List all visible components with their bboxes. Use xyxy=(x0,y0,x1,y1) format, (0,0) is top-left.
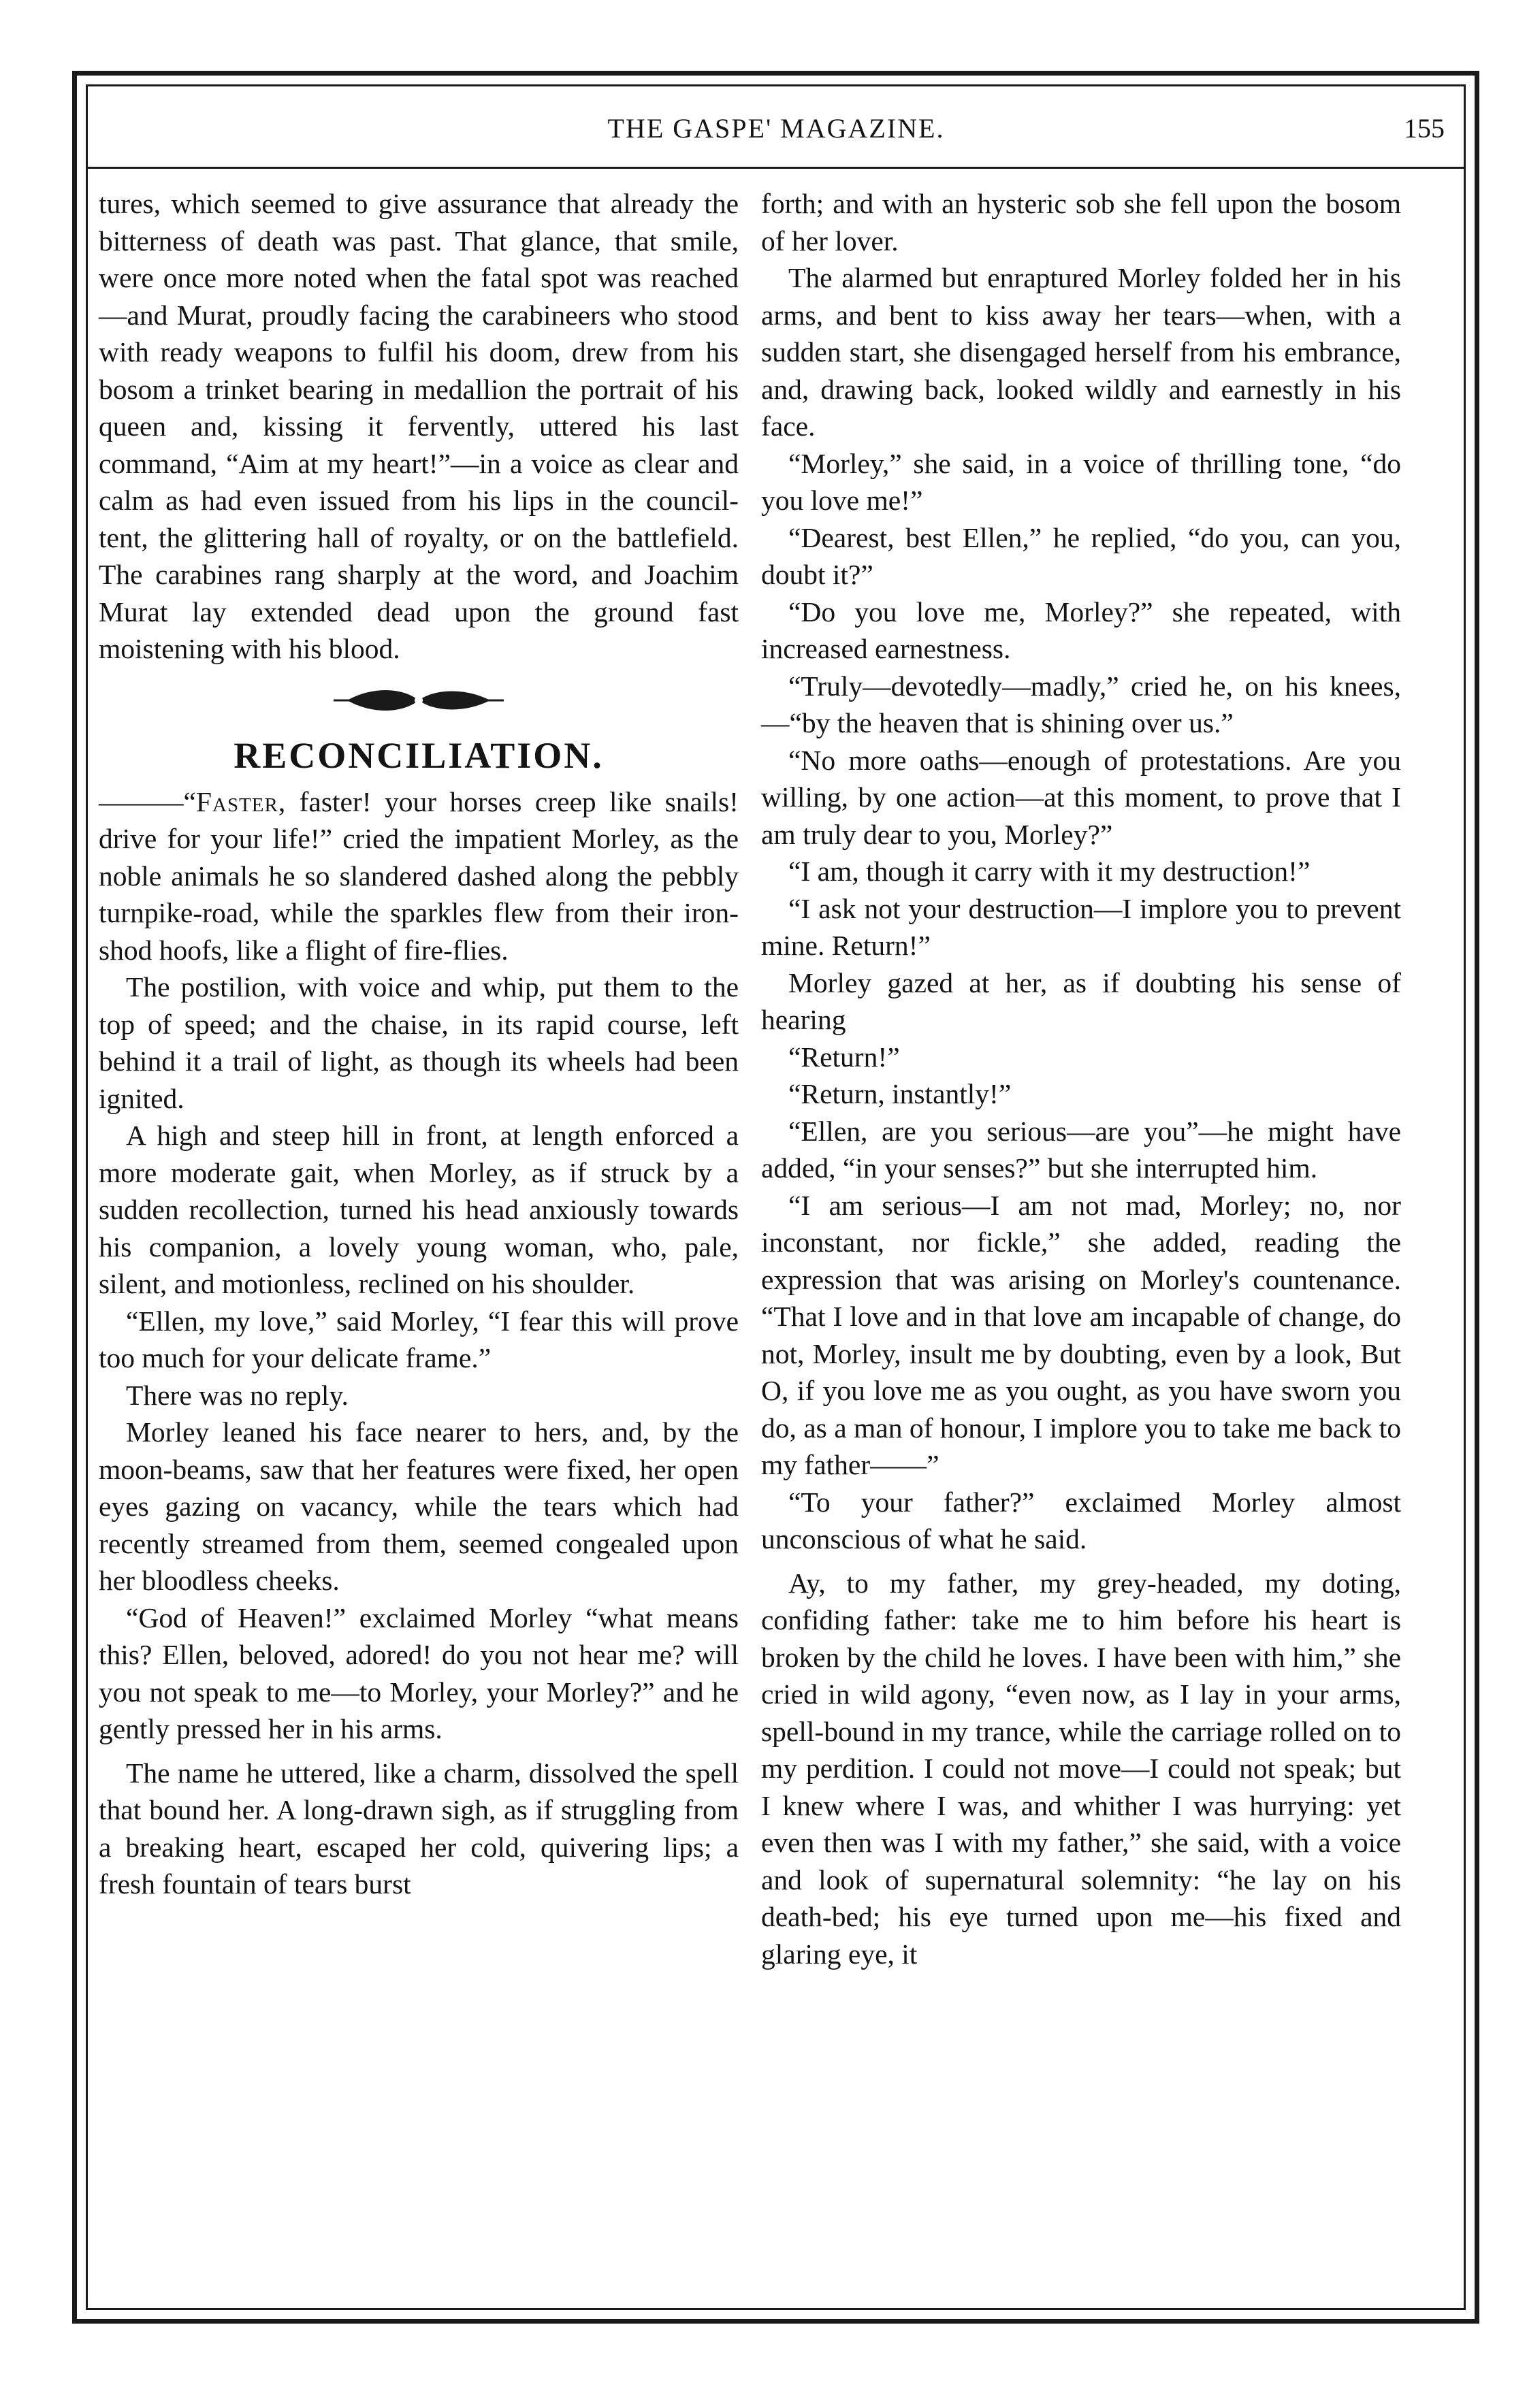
paragraph: Morley gazed at her, as if doubting his sense of hearing xyxy=(761,966,1401,1035)
paragraph: “I am, though it carry with it my destruction!” xyxy=(788,856,1311,887)
paragraph: The name he uttered, like a charm, dissolved the spell that bound her. A long-drawn sigh, as if struggling from a breaking heart, escaped her cold, quivering lips; a fresh fountain of tears burst xyxy=(99,1757,739,1900)
paragraph: The alarmed but enraptured Morley folded her in his arms, and bent to kiss away her tears—when, with a sudden start, she disengaged herself from his embrance, and, drawing back, looked wildly and earnestly in his face. xyxy=(761,262,1401,442)
paragraph: “Dearest, best Ellen,” he replied, “do you, can you, doubt it?” xyxy=(761,521,1401,590)
paragraph: “I ask not your destruction—I implore you to prevent mine. Return!” xyxy=(761,892,1401,961)
paragraph: “Return, instantly!” xyxy=(788,1078,1012,1109)
running-header xyxy=(95,112,1457,160)
left-column xyxy=(99,185,739,1903)
section-title: RECONCILIATION. xyxy=(234,734,604,776)
paragraph: “I am serious—I am not mad, Morley; no, nor inconstant, nor fickle,” she added, reading the expression that was arising on Morley's countenance. “That I love and in that love am incapable of change, do not, Morley, insult me by doubting, even by a look, But O, if you love me as you ought, as you have sworn you do, as a man of honour, I implore you to take me back to my father——” xyxy=(761,1189,1401,1480)
paragraph: Ay, to my father, my grey-headed, my doting, confiding father: take me to him before his heart is broken by the child he loves. I have been with him,” she cried in wild agony, “even now, as I lay in your arms, spell-bound in my trance, while the carriage rolled on to my perdition. I could not move—I could not speak; but I knew where I was, and whither I was hurrying: yet even then was I with my father,” she said, with a voice and look of supernatural solemnity: “he lay on his death-bed; his eye turned upon me—his fixed and glaring eye, it xyxy=(761,1567,1401,1970)
magazine-title: THE GASPE' MAGAZINE. xyxy=(607,113,945,144)
paragraph: There was no reply. xyxy=(126,1379,349,1411)
paragraph: “To your father?” exclaimed Morley almost unconscious of what he said. xyxy=(761,1486,1401,1555)
murat-continuation-paragraph: tures, which seemed to give assurance that already the bitterness of death was past. That glance, that smile, were once more noted when the fatal spot was reached—and Murat, proudly facing the carabineers who stood with ready weapons to fulfil his doom, drew from his bosom a trinket bearing in medallion the portrait of his queen and, kissing it fervently, uttered his last command, “Aim at my heart!”—in a voice as clear and calm as had even issued from his lips in the council-tent, the glittering hall of royalty, or on the battlefield. The carabines rang sharply at the word, and Joachim Murat lay extended dead upon the ground fast moistening with his blood. xyxy=(99,188,739,664)
paragraph: “Truly—devotedly—madly,” cried he, on his knees,—“by the heaven that is shining over us.” xyxy=(761,670,1401,738)
opening-dash: ———“ xyxy=(99,785,196,817)
paragraph: “Do you love me, Morley?” she repeated, with increased earnestness. xyxy=(761,596,1401,664)
opening-word: Faster, xyxy=(195,785,287,817)
paragraph: “No more oaths—enough of protestations. Are you willing, by one action—at this moment, to prove that I am truly dear to you, Morley?” xyxy=(761,744,1401,850)
paragraph: forth; and with an hysteric sob she fell upon the bosom of her lover. xyxy=(761,188,1401,257)
header-rule xyxy=(86,167,1466,169)
page-number: 155 xyxy=(1404,113,1445,144)
opening-rest: faster! your horses creep like snails! drive for your life!” cried the impatient Morley, as the noble animals he so slandered dashed along the pebbly turnpike-road, while the sparkles flew from their iron-shod hoofs, like a flight of fire-flies. xyxy=(99,785,739,966)
paragraph: “Ellen, my love,” said Morley, “I fear this will prove too much for your delicate frame.” xyxy=(99,1305,739,1373)
paragraph: “Ellen, are you serious—are you”—he might have added, “in your senses?” but she interrupted him. xyxy=(761,1115,1401,1184)
ornamental-divider-icon xyxy=(99,681,739,719)
paragraph: “God of Heaven!” exclaimed Morley “what means this? Ellen, beloved, adored! do you not hear me? will you not speak to me—to Morley, your Morley?” and he gently pressed her in his arms. xyxy=(99,1601,739,1744)
right-column xyxy=(761,185,1401,1972)
paragraph: “Morley,” she said, in a voice of thrilling tone, “do you love me!” xyxy=(761,447,1401,516)
paragraph: “Return!” xyxy=(788,1041,900,1073)
paragraph-opening xyxy=(99,783,739,969)
paragraph: Morley leaned his face nearer to hers, and, by the moon-beams, saw that her features were fixed, her open eyes gazing on vacancy, while the tears which had recently streamed from them, seemed congealed upon her bloodless cheeks. xyxy=(99,1416,739,1596)
paragraph: The postilion, with voice and whip, put them to the top of speed; and the chaise, in its rapid course, left behind it a trail of light, as though its wheels had been ignited. xyxy=(99,971,739,1114)
paragraph: A high and steep hill in front, at length enforced a more moderate gait, when Morley, as if struck by a sudden recollection, turned his head anxiously towards his companion, a lovely young woman, who, pale, silent, and motionless, reclined on his shoulder. xyxy=(99,1120,739,1299)
